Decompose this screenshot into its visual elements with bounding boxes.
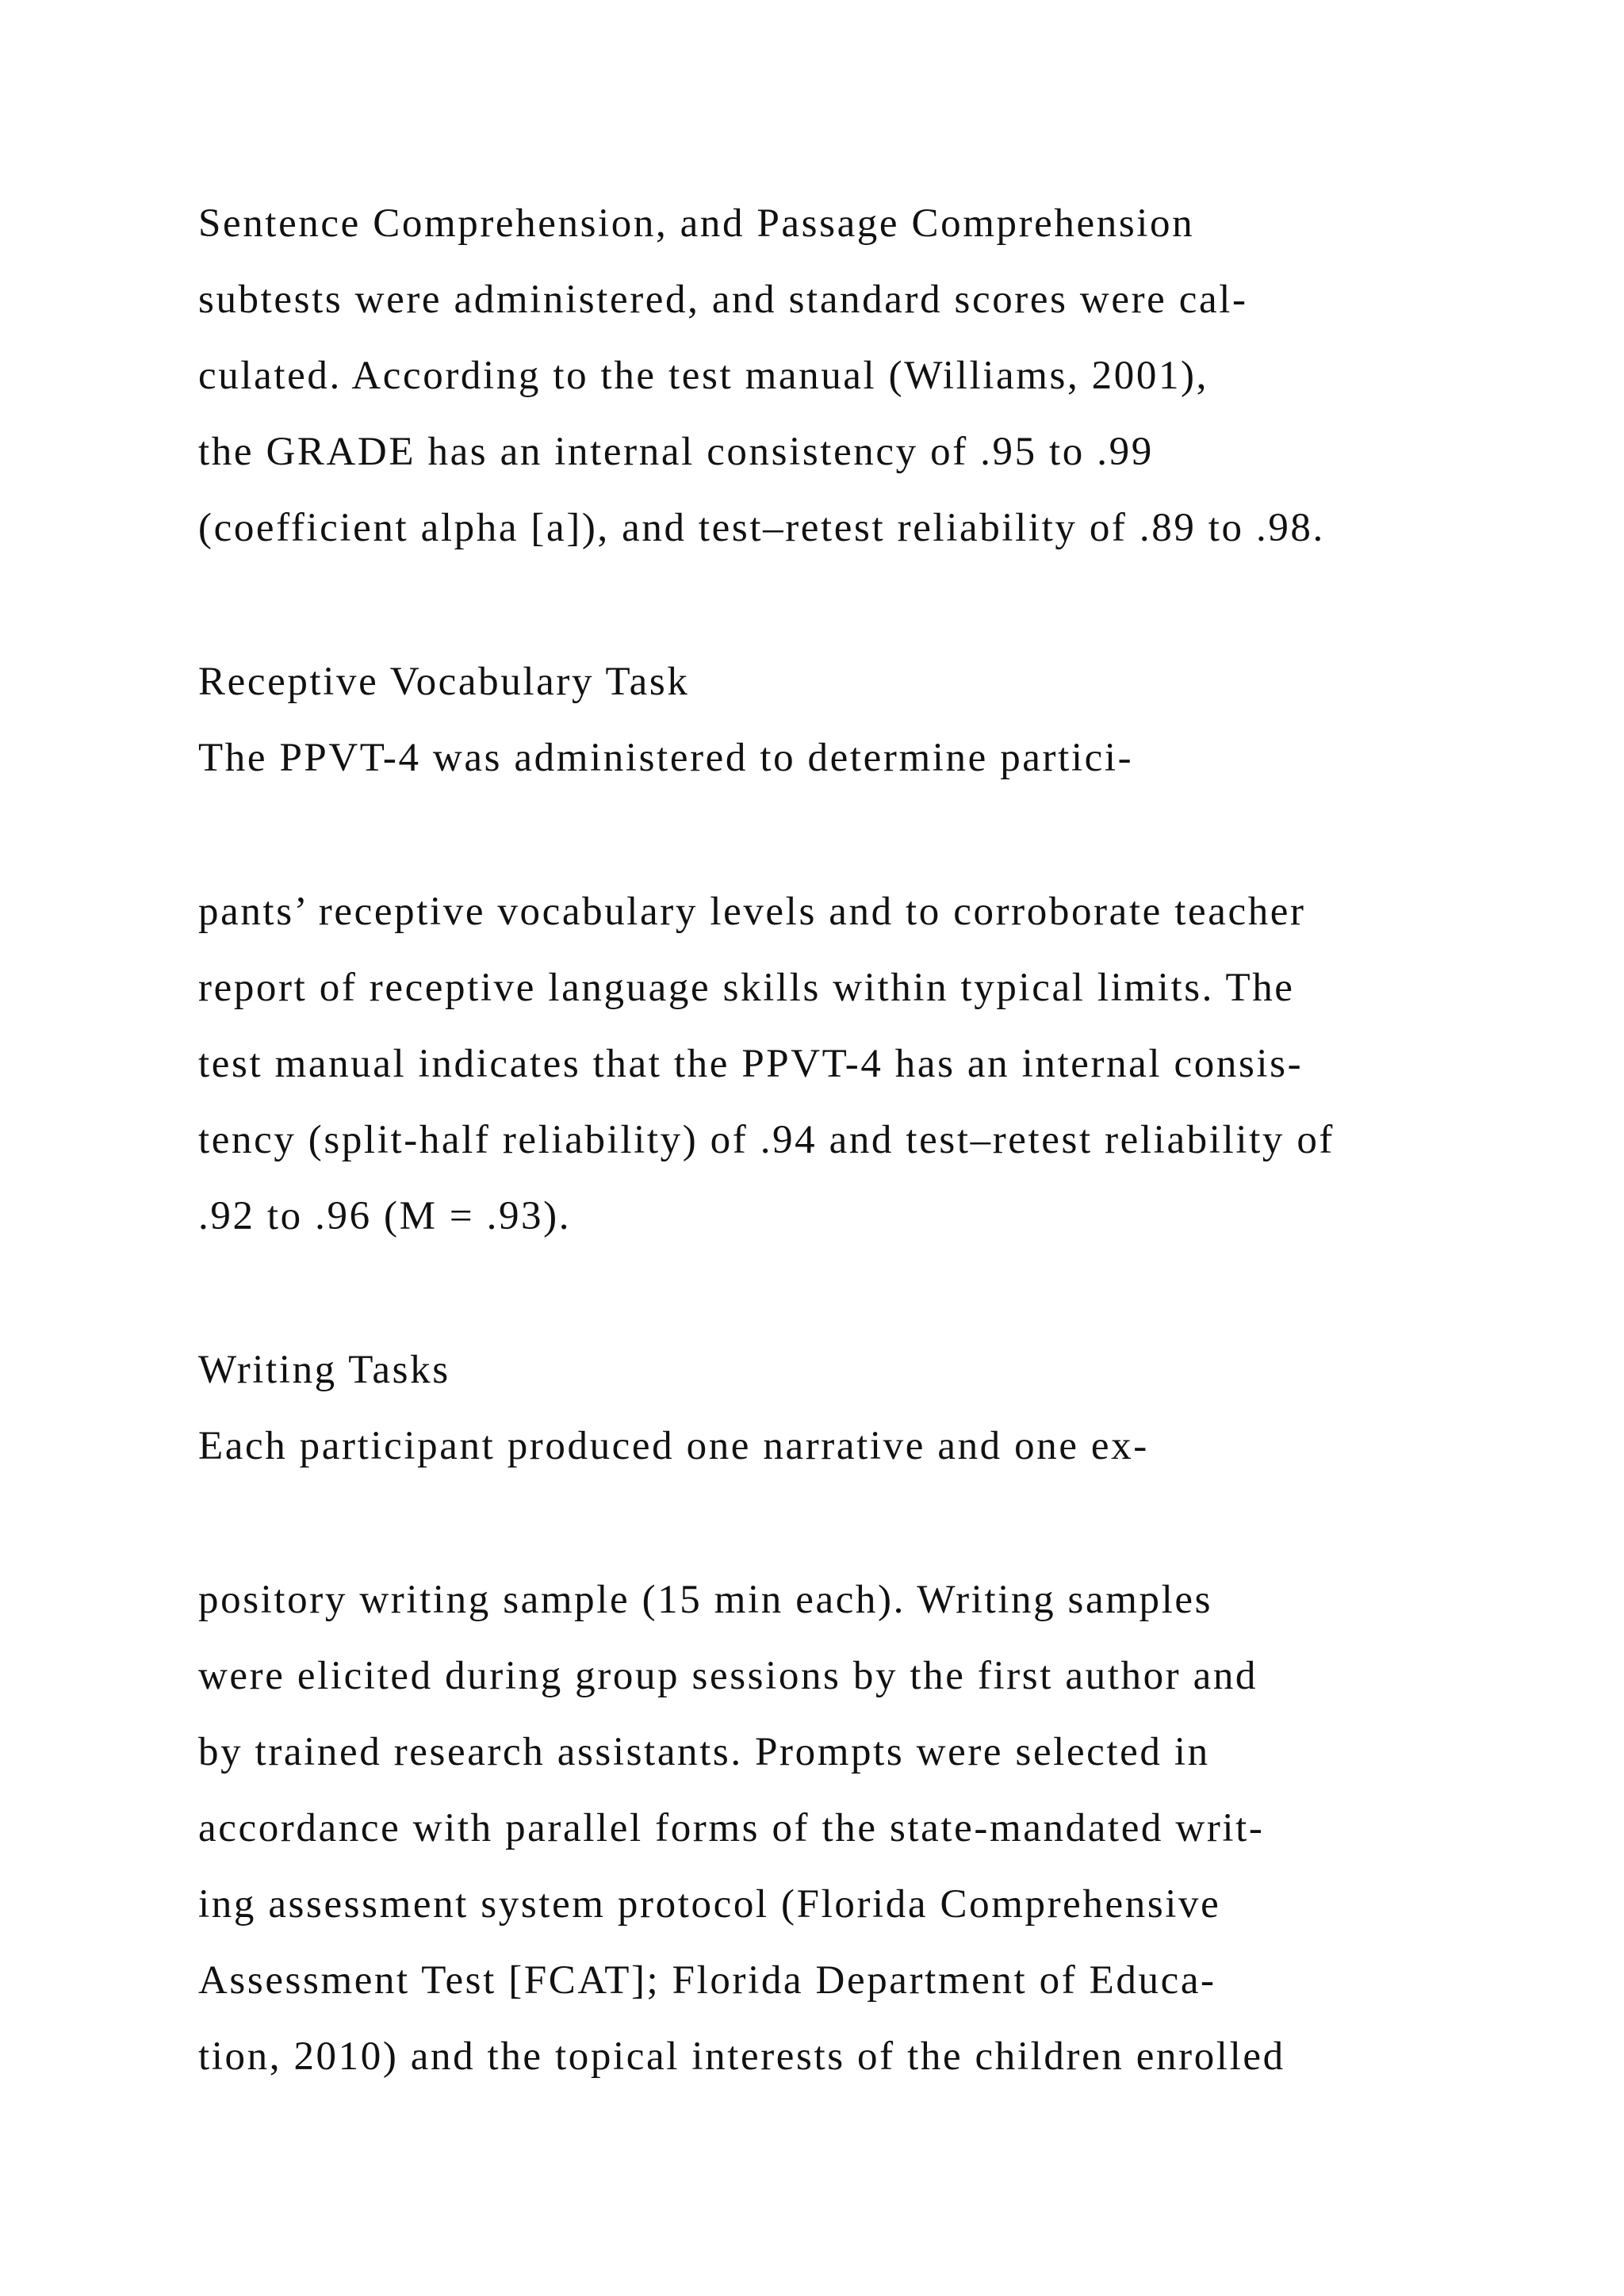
section-heading: Receptive Vocabulary Task	[198, 660, 690, 704]
body-text-line: pants’ receptive vocabulary levels and to corroborate teacher	[198, 890, 1306, 934]
body-text-line: ing assessment system protocol (Florida Comprehensive	[198, 1882, 1221, 1927]
body-text-line: The PPVT-4 was administered to determine partici-	[198, 736, 1134, 780]
body-text-line: culated. According to the test manual (Williams, 2001),	[198, 354, 1208, 398]
body-text-line: (coefficient alpha [a]), and test–retest reliability of .89 to .98.	[198, 506, 1325, 550]
body-text-line: report of receptive language skills within typical limits. The	[198, 966, 1295, 1010]
body-text-line: were elicited during group sessions by the first author and	[198, 1654, 1258, 1698]
body-text-line: accordance with parallel forms of the state-mandated writ-	[198, 1806, 1265, 1850]
body-text-line: Sentence Comprehension, and Passage Comprehension	[198, 201, 1195, 246]
body-text-line: .92 to .96 (M = .93).	[198, 1194, 572, 1238]
section-heading: Writing Tasks	[198, 1348, 450, 1392]
body-text-line: tion, 2010) and the topical interests of the children enrolled	[198, 2034, 1285, 2079]
body-text-line: pository writing sample (15 min each). Writing samples	[198, 1578, 1213, 1622]
body-text-line: test manual indicates that the PPVT-4 has an internal consis-	[198, 1042, 1304, 1086]
body-text-line: Each participant produced one narrative and one ex-	[198, 1424, 1149, 1468]
body-text-line: Assessment Test [FCAT]; Florida Department of Educa-	[198, 1958, 1216, 2003]
body-text-line: the GRADE has an internal consistency of .95 to .99	[198, 430, 1154, 474]
body-text-line: tency (split-half reliability) of .94 and test–retest reliability of	[198, 1118, 1335, 1162]
body-text-line: subtests were administered, and standard scores were cal-	[198, 277, 1248, 322]
body-text-line: by trained research assistants. Prompts were selected in	[198, 1730, 1210, 1774]
